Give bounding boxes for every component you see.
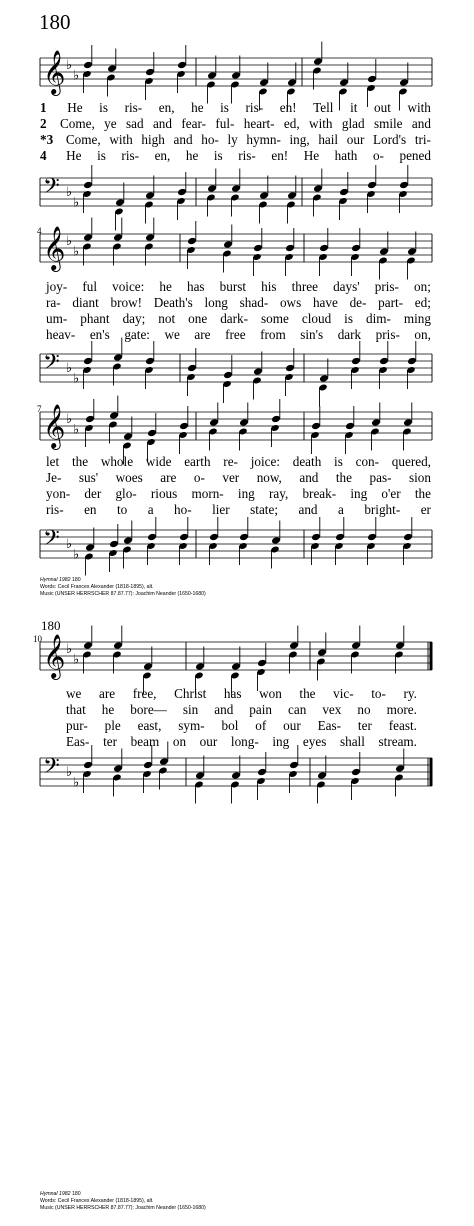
syllable: der — [84, 486, 102, 501]
syllable: brow! — [110, 295, 142, 310]
syllable: break- — [302, 486, 337, 501]
syllable: Eas- — [317, 718, 342, 733]
flat-icon: ♭ — [66, 642, 73, 657]
syllable: um- — [46, 311, 68, 326]
syllable: has — [186, 279, 205, 294]
syllable: ing — [237, 486, 255, 501]
syllable: from — [260, 327, 286, 342]
syllable: dark — [337, 327, 362, 342]
syllable: and — [411, 116, 431, 131]
syllable: ye — [104, 116, 117, 131]
syllable: ray, — [268, 486, 289, 501]
syllable: our — [199, 734, 218, 749]
syllable: He — [303, 148, 320, 163]
flat-icon: ♭ — [73, 547, 80, 563]
flat-icon: ♭ — [73, 422, 80, 438]
credits-page-two — [40, 1191, 206, 1212]
syllable: en! — [271, 148, 289, 163]
credit-source-number: 180 — [72, 577, 81, 583]
syllable: pris- — [375, 327, 400, 342]
syllable: o- — [193, 470, 205, 485]
flat-icon: ♭ — [66, 234, 73, 249]
syllable: beam — [130, 734, 160, 749]
credit-words: Words: Cecil Frances Alexander (1818-1895), alt. — [40, 584, 154, 591]
syllable: gate: — [124, 327, 150, 342]
syllable: whole — [100, 454, 134, 469]
syllable: with — [109, 132, 133, 147]
syllable: Lord's — [373, 132, 407, 147]
syllable: is — [97, 148, 106, 163]
bass-clef-icon: 𝄢 — [43, 350, 60, 380]
flat-icon: ♭ — [73, 195, 80, 211]
verse-number: 4 — [40, 148, 47, 163]
syllable: shad- — [239, 295, 269, 310]
treble-clef-icon: 𝄞 — [43, 404, 66, 448]
syllable: and — [152, 116, 172, 131]
syllable: bright- — [364, 502, 401, 517]
syllable: ter — [103, 734, 117, 749]
syllable: Death's — [153, 295, 193, 310]
syllable: diant — [72, 295, 99, 310]
syllable: ful- — [215, 116, 235, 131]
syllable: en's — [89, 327, 110, 342]
hymn-number: 180 — [39, 10, 71, 34]
syllable: with — [309, 116, 333, 131]
syllable: er — [420, 502, 431, 517]
syllable: east, — [137, 718, 162, 733]
syllable: He — [66, 148, 82, 163]
syllable: ing, — [289, 132, 310, 147]
syllable: sin's — [300, 327, 324, 342]
syllable: pris- — [374, 279, 399, 294]
syllable: our — [346, 132, 365, 147]
syllable: more. — [386, 702, 417, 717]
credit-music: Music (UNSER HERRSCHER 87.87.77): Joachim Neander (1650-1680) — [40, 591, 206, 598]
syllable: vic- — [333, 686, 354, 701]
lyrics-system-4-verse-4 — [66, 735, 417, 748]
syllable: he — [191, 100, 204, 115]
measure-number-10: 10 — [33, 634, 42, 644]
hymn-number-page-two: 180 — [41, 618, 61, 633]
syllable: joice: — [250, 454, 280, 469]
syllable: high — [141, 132, 165, 147]
syllable: hail — [318, 132, 339, 147]
syllable: part- — [378, 295, 404, 310]
syllable: hath — [334, 148, 358, 163]
syllable: ing — [350, 486, 368, 501]
syllable: ris- — [245, 100, 264, 115]
syllable: heart- — [243, 116, 275, 131]
credit-words: Words: Cecil Frances Alexander (1818-1895), alt. — [40, 1198, 154, 1205]
syllable: morn- — [191, 486, 224, 501]
syllable: has — [223, 686, 242, 701]
syllable: to- — [371, 686, 386, 701]
syllable: are — [194, 327, 211, 342]
syllable: Come, — [65, 132, 101, 147]
lyrics-system-4-verse-2 — [66, 703, 417, 716]
syllable: no — [357, 702, 371, 717]
syllable: bore— — [130, 702, 167, 717]
lyrics-system-4-verse-1 — [66, 687, 417, 700]
syllable: tri- — [414, 132, 431, 147]
flat-icon: ♭ — [66, 58, 73, 73]
syllable: the — [414, 486, 431, 501]
syllable: are — [98, 686, 116, 701]
syllable: feast. — [388, 718, 417, 733]
flat-icon: ♭ — [66, 765, 73, 780]
syllable: ful — [82, 279, 97, 294]
syllable: ris- — [238, 148, 256, 163]
syllable: long- — [230, 734, 259, 749]
syllable: joy- — [46, 279, 68, 294]
syllable: ly — [227, 132, 238, 147]
measure-number-7: 7 — [37, 404, 42, 414]
syllable: heav- — [46, 327, 76, 342]
syllable: ris- — [46, 502, 64, 517]
flat-icon: ♭ — [66, 185, 73, 200]
flat-icon: ♭ — [66, 412, 73, 427]
syllable: ter — [357, 718, 372, 733]
syllable: o'er — [381, 486, 401, 501]
syllable: Come, — [59, 116, 95, 131]
syllable: and — [298, 502, 318, 517]
syllable: on; — [414, 279, 431, 294]
syllable: is — [334, 454, 343, 469]
measure-number-4: 4 — [37, 226, 42, 236]
syllable: sin — [182, 702, 199, 717]
syllable: our — [283, 718, 301, 733]
flat-icon: ♭ — [66, 537, 73, 552]
syllable: are — [160, 470, 177, 485]
syllable: glad — [341, 116, 365, 131]
syllable: pur- — [66, 718, 88, 733]
syllable: the — [71, 454, 89, 469]
syllable: ho- — [201, 132, 219, 147]
syllable: now, — [256, 470, 282, 485]
syllable: sus' — [78, 470, 99, 485]
syllable: one — [188, 311, 208, 326]
syllable: o- — [372, 148, 384, 163]
treble-clef-icon: 𝄞 — [43, 50, 66, 94]
syllable: con- — [355, 454, 380, 469]
credit-source-number: 180 — [72, 1191, 81, 1197]
verse-number: *3 — [40, 132, 54, 147]
credit-source: Hymnal 1982 — [40, 577, 71, 583]
syllable: a — [337, 502, 344, 517]
syllable: wide — [145, 454, 172, 469]
syllable: he — [159, 279, 172, 294]
syllable: smile — [373, 116, 403, 131]
syllable: pain — [249, 702, 273, 717]
syllable: of — [255, 718, 267, 733]
syllable: we — [164, 327, 180, 342]
syllable: Eas- — [66, 734, 90, 749]
syllable: earth — [184, 454, 211, 469]
syllable: is — [99, 100, 108, 115]
syllable: can — [288, 702, 307, 717]
flat-icon: ♭ — [73, 775, 80, 791]
bass-clef-icon: 𝄢 — [43, 174, 60, 204]
syllable: ho- — [174, 502, 192, 517]
syllable: the — [299, 686, 316, 701]
syllable: phant — [80, 311, 110, 326]
syllable: ming — [403, 311, 431, 326]
syllable: yon- — [46, 486, 71, 501]
syllable: and — [299, 470, 319, 485]
syllable: state; — [250, 502, 278, 517]
syllable: to — [116, 502, 128, 517]
syllable: is — [220, 100, 229, 115]
syllable: de- — [349, 295, 367, 310]
syllable: eyes — [302, 734, 327, 749]
treble-clef-icon: 𝄞 — [43, 226, 66, 270]
syllable: sion — [409, 470, 431, 485]
syllable: burst — [219, 279, 247, 294]
syllable: He — [67, 100, 83, 115]
syllable: ed; — [414, 295, 431, 310]
syllable: a — [147, 502, 154, 517]
final-barline — [430, 758, 433, 786]
syllable: he — [185, 148, 199, 163]
syllable: rious — [150, 486, 178, 501]
syllable: pened — [399, 148, 431, 163]
syllable: ed, — [283, 116, 300, 131]
syllable: stream. — [378, 734, 417, 749]
syllable: we — [66, 686, 82, 701]
syllable: quered, — [391, 454, 431, 469]
syllable: sym- — [178, 718, 205, 733]
flat-icon: ♭ — [73, 652, 80, 668]
syllable: long — [204, 295, 228, 310]
flat-icon: ♭ — [73, 244, 80, 260]
syllable: it — [350, 100, 358, 115]
syllable: ver — [222, 470, 240, 485]
syllable: bol — [221, 718, 239, 733]
syllable: ing — [272, 734, 290, 749]
syllable: cloud — [301, 311, 332, 326]
syllable: ple — [104, 718, 121, 733]
syllable: shall — [339, 734, 365, 749]
credit-music: Music (UNSER HERRSCHER 87.87.77): Joachim Neander (1650-1680) — [40, 1205, 206, 1212]
syllable: that — [66, 702, 86, 717]
syllable: and — [173, 132, 193, 147]
lyrics-system-4-verse-3 — [66, 719, 417, 732]
syllable: glo- — [115, 486, 137, 501]
syllable: and — [214, 702, 234, 717]
syllable: death — [292, 454, 322, 469]
syllable: vex — [322, 702, 342, 717]
syllable: voice: — [112, 279, 145, 294]
syllable: Christ — [174, 686, 207, 701]
syllable: on, — [414, 327, 431, 342]
syllable: not — [158, 311, 176, 326]
syllable: ris- — [121, 148, 140, 163]
syllable: en! — [279, 100, 297, 115]
syllable: let — [46, 454, 60, 469]
syllable: free, — [132, 686, 157, 701]
syllable: dim- — [365, 311, 391, 326]
bass-clef-icon: 𝄢 — [43, 754, 60, 784]
syllable: his — [261, 279, 277, 294]
syllable: Tell — [313, 100, 334, 115]
syllable: en, — [154, 148, 171, 163]
syllable: ows — [279, 295, 302, 310]
syllable: en, — [158, 100, 175, 115]
syllable: have — [312, 295, 338, 310]
syllable: pas- — [369, 470, 392, 485]
credit-source: Hymnal 1982 — [40, 1191, 71, 1197]
syllable: sad — [125, 116, 144, 131]
syllable: woes — [115, 470, 143, 485]
syllable: dark- — [220, 311, 249, 326]
syllable: is — [344, 311, 353, 326]
flat-icon: ♭ — [73, 68, 80, 84]
flat-icon: ♭ — [73, 371, 80, 387]
verse-number: 2 — [40, 116, 47, 131]
syllable: the — [335, 470, 353, 485]
syllable: en — [84, 502, 97, 517]
syllable: ris- — [124, 100, 143, 115]
syllable: free — [225, 327, 246, 342]
verse-number: 1 — [40, 100, 47, 115]
syllable: three — [291, 279, 318, 294]
syllable: he — [101, 702, 115, 717]
syllable: ry. — [403, 686, 417, 701]
syllable: Je- — [46, 470, 62, 485]
syllable: re- — [223, 454, 238, 469]
bass-clef-icon: 𝄢 — [43, 526, 60, 556]
syllable: days' — [333, 279, 360, 294]
syllable: is — [213, 148, 223, 163]
syllable: out — [374, 100, 391, 115]
syllable: lier — [212, 502, 230, 517]
treble-clef-icon: 𝄞 — [43, 634, 66, 678]
syllable: with — [407, 100, 431, 115]
syllable: some — [261, 311, 289, 326]
syllable: hymn- — [246, 132, 281, 147]
syllable: ra- — [46, 295, 61, 310]
syllable: on — [172, 734, 187, 749]
flat-icon: ♭ — [66, 361, 73, 376]
syllable: day; — [122, 311, 146, 326]
syllable: fear- — [181, 116, 206, 131]
syllable: won — [259, 686, 282, 701]
